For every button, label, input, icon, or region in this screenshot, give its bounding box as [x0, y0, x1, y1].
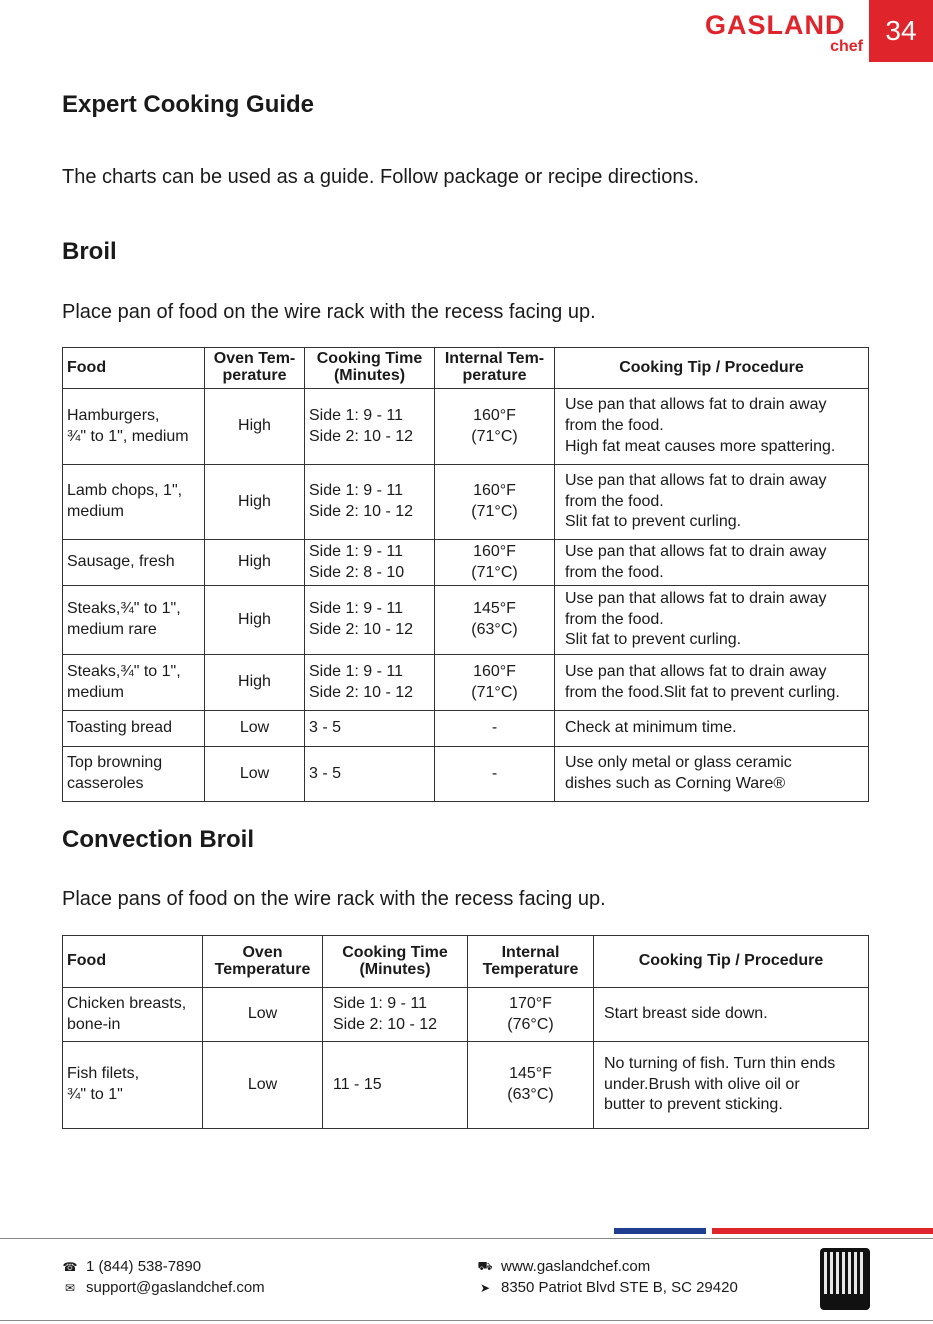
table-row [63, 1042, 869, 1129]
table-cell: - [435, 747, 555, 802]
footer-email [62, 1279, 265, 1296]
broil-heading: Broil [62, 238, 117, 265]
table-row [63, 988, 869, 1042]
footer-divider [0, 1238, 933, 1239]
logo-wordmark: GASLAND [705, 10, 846, 40]
table-cell: Low [203, 988, 323, 1042]
table-cell: 145°F (63°C) [435, 586, 555, 655]
phone-icon: ☎ [62, 1259, 78, 1274]
table-cell: 3 - 5 [305, 747, 435, 802]
table-row [63, 389, 869, 465]
footer-blue-bar [614, 1228, 706, 1234]
table-cell: 160°F (71°C) [435, 465, 555, 540]
table-cell: Top browning casseroles [63, 747, 205, 802]
table-cell: Low [205, 747, 305, 802]
table-cell: 11 - 15 [323, 1042, 468, 1129]
table-cell: Steaks,¾" to 1", medium rare [63, 586, 205, 655]
footer-address [477, 1279, 738, 1296]
table-cell: 3 - 5 [305, 711, 435, 747]
table-cell: Sausage, fresh [63, 540, 205, 586]
column-header: Cooking Time (Minutes) [305, 348, 435, 389]
table-cell: Lamb chops, 1", medium [63, 465, 205, 540]
table-cell: 160°F (71°C) [435, 540, 555, 586]
table-cell: Toasting bread [63, 711, 205, 747]
convection-table [62, 935, 869, 1129]
website-text: www.gaslandchef.com [501, 1258, 651, 1275]
table-row [63, 586, 869, 655]
column-header: Cooking Time (Minutes) [323, 936, 468, 988]
table-cell: - [435, 711, 555, 747]
table-cell: No turning of fish. Turn thin ends under.Brush with olive oil or butter to prevent sticking. [594, 1042, 869, 1129]
table-cell: High [205, 389, 305, 465]
table-cell: High [205, 540, 305, 586]
table-row [63, 465, 869, 540]
table-row [63, 711, 869, 747]
table-row [63, 747, 869, 802]
cart-icon: ⛟ [477, 1258, 493, 1273]
table-cell: Use only metal or glass ceramic dishes such as Corning Ware® [555, 747, 869, 802]
table-cell: Steaks,¾" to 1", medium [63, 655, 205, 711]
table-cell: Side 1: 9 - 11 Side 2: 8 - 10 [305, 540, 435, 586]
table-cell: Use pan that allows fat to drain away from the food. High fat meat causes more spattering. [555, 389, 869, 465]
address-text: 8350 Patriot Blvd STE B, SC 29420 [501, 1279, 738, 1296]
column-header: Cooking Tip / Procedure [555, 348, 869, 389]
page-title: Expert Cooking Guide [62, 91, 315, 118]
table-cell: 160°F (71°C) [435, 655, 555, 711]
intro-text: The charts can be used as a guide. Follow package or recipe directions. [62, 166, 700, 188]
column-header: Food [63, 348, 205, 389]
table-cell: Start breast side down. [594, 988, 869, 1042]
logo-subtext: chef [830, 38, 863, 55]
table-cell: Use pan that allows fat to drain away from the food. [555, 540, 869, 586]
table-cell: 160°F (71°C) [435, 389, 555, 465]
column-header: Internal Tem- perature [435, 348, 555, 389]
table-cell: Use pan that allows fat to drain away from the food.Slit fat to prevent curling. [555, 655, 869, 711]
convection-instruction: Place pans of food on the wire rack with the recess facing up. [62, 888, 606, 910]
footer-red-bar [712, 1228, 933, 1234]
table-cell: High [205, 655, 305, 711]
table-cell: Use pan that allows fat to drain away from the food. Slit fat to prevent curling. [555, 465, 869, 540]
column-header: Internal Temperature [468, 936, 594, 988]
column-header: Food [63, 936, 203, 988]
qr-pattern [824, 1252, 866, 1294]
brand-logo [705, 8, 865, 58]
page-number-badge: 34 [869, 0, 933, 62]
column-header: Oven Tem- perature [205, 348, 305, 389]
column-header: Cooking Tip / Procedure [594, 936, 869, 988]
qr-code [820, 1248, 870, 1310]
column-header: Oven Temperature [203, 936, 323, 988]
table-cell: Fish filets, ¾" to 1" [63, 1042, 203, 1129]
table-cell: Side 1: 9 - 11 Side 2: 10 - 12 [323, 988, 468, 1042]
table-cell: Low [203, 1042, 323, 1129]
convection-heading: Convection Broil [62, 826, 255, 853]
table-cell: High [205, 465, 305, 540]
table-cell: Side 1: 9 - 11 Side 2: 10 - 12 [305, 389, 435, 465]
location-arrow-icon: ➤ [479, 1280, 491, 1295]
table-cell: 145°F (63°C) [468, 1042, 594, 1129]
table-cell: Low [205, 711, 305, 747]
footer-bottom-line [0, 1320, 933, 1321]
footer-phone [62, 1258, 201, 1275]
table-row [63, 655, 869, 711]
table-header-row [63, 936, 869, 988]
table-row [63, 540, 869, 586]
table-cell: Side 1: 9 - 11 Side 2: 10 - 12 [305, 655, 435, 711]
footer-website [477, 1258, 650, 1275]
table-cell: Check at minimum time. [555, 711, 869, 747]
email-text: support@gaslandchef.com [86, 1279, 265, 1296]
table-cell: 170°F (76°C) [468, 988, 594, 1042]
broil-table [62, 347, 869, 802]
broil-instruction: Place pan of food on the wire rack with the recess facing up. [62, 301, 596, 323]
table-header-row [63, 348, 869, 389]
phone-text: 1 (844) 538-7890 [86, 1258, 202, 1275]
table-cell: High [205, 586, 305, 655]
table-cell: Use pan that allows fat to drain away from the food. Slit fat to prevent curling. [555, 586, 869, 655]
table-cell: Side 1: 9 - 11 Side 2: 10 - 12 [305, 465, 435, 540]
mail-icon: ✉ [64, 1280, 76, 1295]
table-cell: Side 1: 9 - 11 Side 2: 10 - 12 [305, 586, 435, 655]
table-cell: Hamburgers, ¾" to 1", medium [63, 389, 205, 465]
table-cell: Chicken breasts, bone-in [63, 988, 203, 1042]
